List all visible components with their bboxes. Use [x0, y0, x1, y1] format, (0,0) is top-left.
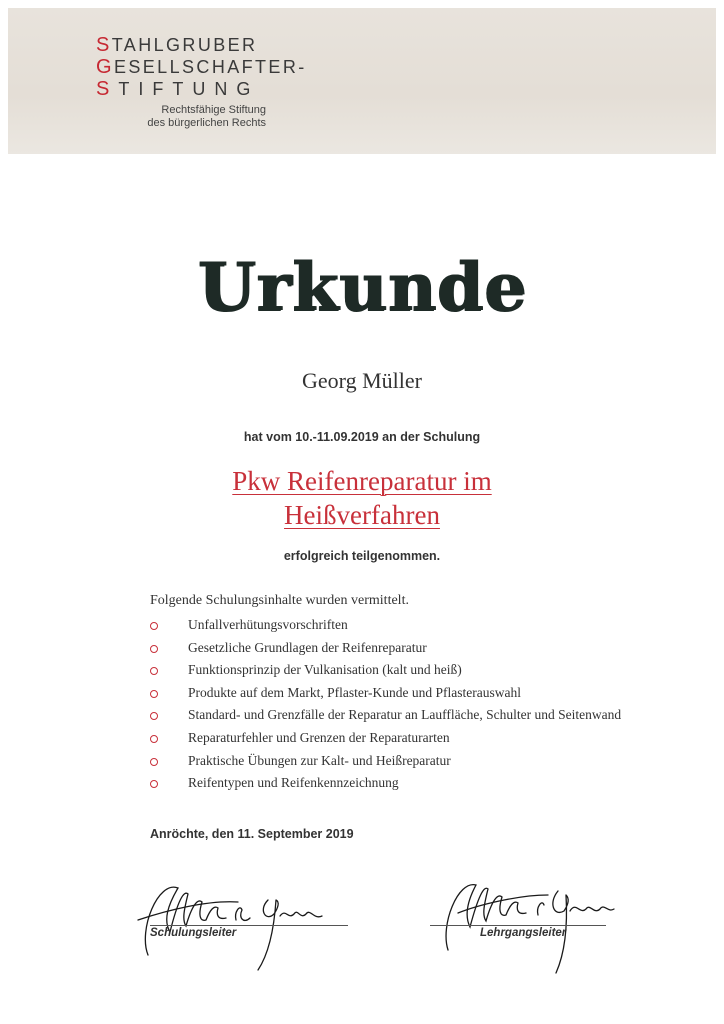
course-title [0, 464, 724, 532]
circle-bullet-icon [150, 780, 158, 788]
circle-bullet-icon [150, 645, 158, 653]
topic-list [150, 617, 621, 798]
circle-bullet-icon [150, 667, 158, 675]
list-item: Reparaturfehler und Grenzen der Reparaturarten [150, 730, 621, 753]
circle-bullet-icon [150, 712, 158, 720]
completion-statement: erfolgreich teilgenommen. [283, 549, 441, 563]
list-item: Produkte auf dem Markt, Pflaster-Kunde und Pflasterauswahl [150, 685, 621, 708]
circle-bullet-icon [150, 758, 158, 766]
attendance-statement: hat vom 10.-11.09.2019 an der Schulung [243, 430, 481, 444]
certificate-title: Urkunde [197, 248, 527, 326]
list-item: Gesetzliche Grundlagen der Reifenreparatur [150, 640, 621, 663]
signature-1 [118, 860, 358, 980]
circle-bullet-icon [150, 735, 158, 743]
circle-bullet-icon [150, 690, 158, 698]
logo-line-1: STAHLGRUBER [96, 34, 258, 56]
signer-1-label: Schulungsleiter [150, 927, 237, 939]
list-item: Reifentypen und Reifenkennzeichnung [150, 775, 621, 798]
list-item: Funktionsprinzip der Vulkanisation (kalt und heiß) [150, 662, 621, 685]
list-item: Standard- und Grenzfälle der Reparatur an Lauffläche, Schulter und Seitenwand [150, 707, 621, 730]
circle-bullet-icon [150, 622, 158, 630]
logo-subtitle: Rechtsfähige Stiftung des bürgerlichen Rechts [147, 104, 266, 129]
signature-line-2 [430, 925, 606, 926]
course-title-line-2: Heißverfahren [284, 500, 440, 530]
recipient-name: Georg Müller [302, 368, 422, 393]
course-title-line-1: Pkw Reifenreparatur im [232, 466, 492, 496]
list-item: Praktische Übungen zur Kalt- und Heißreparatur [150, 753, 621, 776]
signature-line-1 [150, 925, 348, 926]
place-and-date: Anröchte, den 11. September 2019 [150, 827, 354, 841]
header-band [8, 8, 716, 154]
signer-2-label: Lehrgangsleiter [480, 927, 567, 939]
list-item: Unfallverhütungsvorschriften [150, 617, 621, 640]
logo-line-2: GESELLSCHAFTER- [96, 56, 307, 78]
contents-intro: Folgende Schulungsinhalte wurden vermittelt. [150, 593, 409, 608]
logo-line-3: STIFTUNG [96, 78, 260, 100]
signature-2 [418, 855, 628, 980]
foundation-logo [96, 34, 307, 129]
